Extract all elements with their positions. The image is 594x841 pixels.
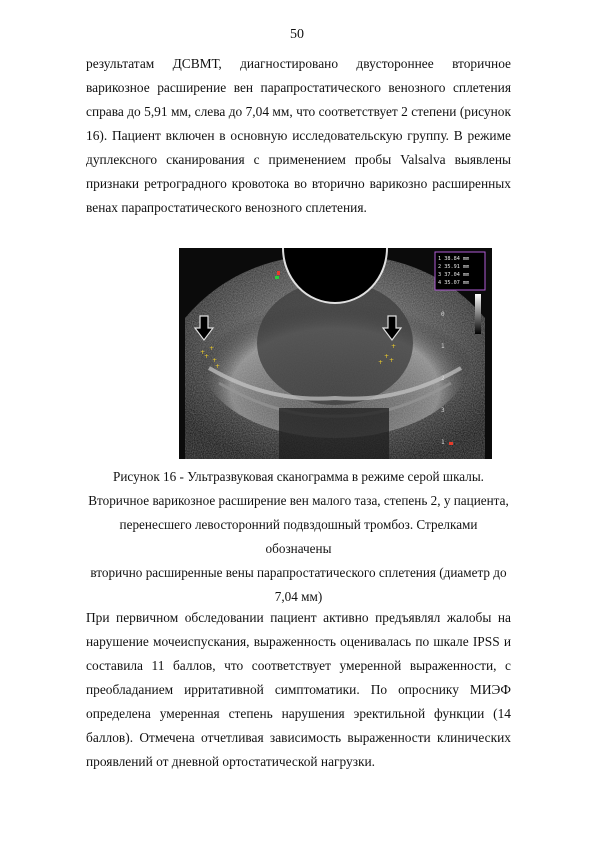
page-number: 50 [290,27,304,42]
scale-mark-3: 3 [441,407,445,414]
scale-mark-4: 1 [441,439,445,446]
grayscale-bar [475,294,481,334]
svg-text:+: + [391,343,397,350]
caption-line-4: вторично расширенные вены парапростатического сплетения (диаметр до [90,565,507,580]
svg-text:+: + [212,357,218,364]
measurement-3: 3 37.04 mm [438,272,470,278]
ultrasound-figure [179,248,492,459]
svg-text:+: + [384,353,390,360]
scale-mark-1: 1 [441,343,445,350]
caption-line-5: 7,04 мм) [274,589,323,604]
measurement-1: 1 38.84 mm [438,256,470,262]
ultrasound-image [179,248,492,459]
measurement-2: 2 35.91 mm [438,264,470,270]
svg-text:+: + [200,349,206,356]
paragraph-1: результатам ДСВМТ, диагностировано двустороннее вторичное варикозное расширение вен парапростатического венозного сплетения справа до 5,91 мм, слева до 7,04 мм, что соответствует 2 степени (рисунок 16). Пациент включен в основную исследовательскую группу. В режиме дуплексного сканирования с применением пробы Valsalva выявлены признаки ретроградного кровотока во вторично варикозно расширенных венах парапростатического венозного сплетения. [86,56,511,215]
scale-mark-0: 0 [441,311,445,318]
measurement-4: 4 35.07 mm [438,280,470,286]
svg-text:+: + [204,353,210,360]
caption-line-1: Рисунок 16 - Ультразвуковая сканограмма в режиме серой шкалы. [113,469,484,484]
caption-line-3: перенесшего левосторонний подвздошный тромбоз. Стрелками обозначены [119,517,478,556]
svg-text:+: + [378,359,384,366]
caption-line-2: Вторичное варикозное расширение вен малого таза, степень 2, у пациента, [88,493,509,508]
figure-caption [86,465,511,609]
svg-text:+: + [389,357,395,364]
scale-mark-2: 2 [441,375,445,382]
svg-text:+: + [209,345,215,352]
paragraph-2: При первичном обследовании пациент активно предъявлял жалобы на нарушение мочеиспускания, выраженность оценивалась по шкале IPSS и составила 11 баллов, что соответствует умеренной выраженности, с преобладанием ирритативной симптоматики. По опроснику МИЭФ определена умеренная степень нарушения эректильной функции (14 баллов). Отмечена отчетливая зависимость выраженности клинических проявлений от дневной ортостатической нагрузки. [86,610,511,769]
svg-text:+: + [215,363,221,370]
